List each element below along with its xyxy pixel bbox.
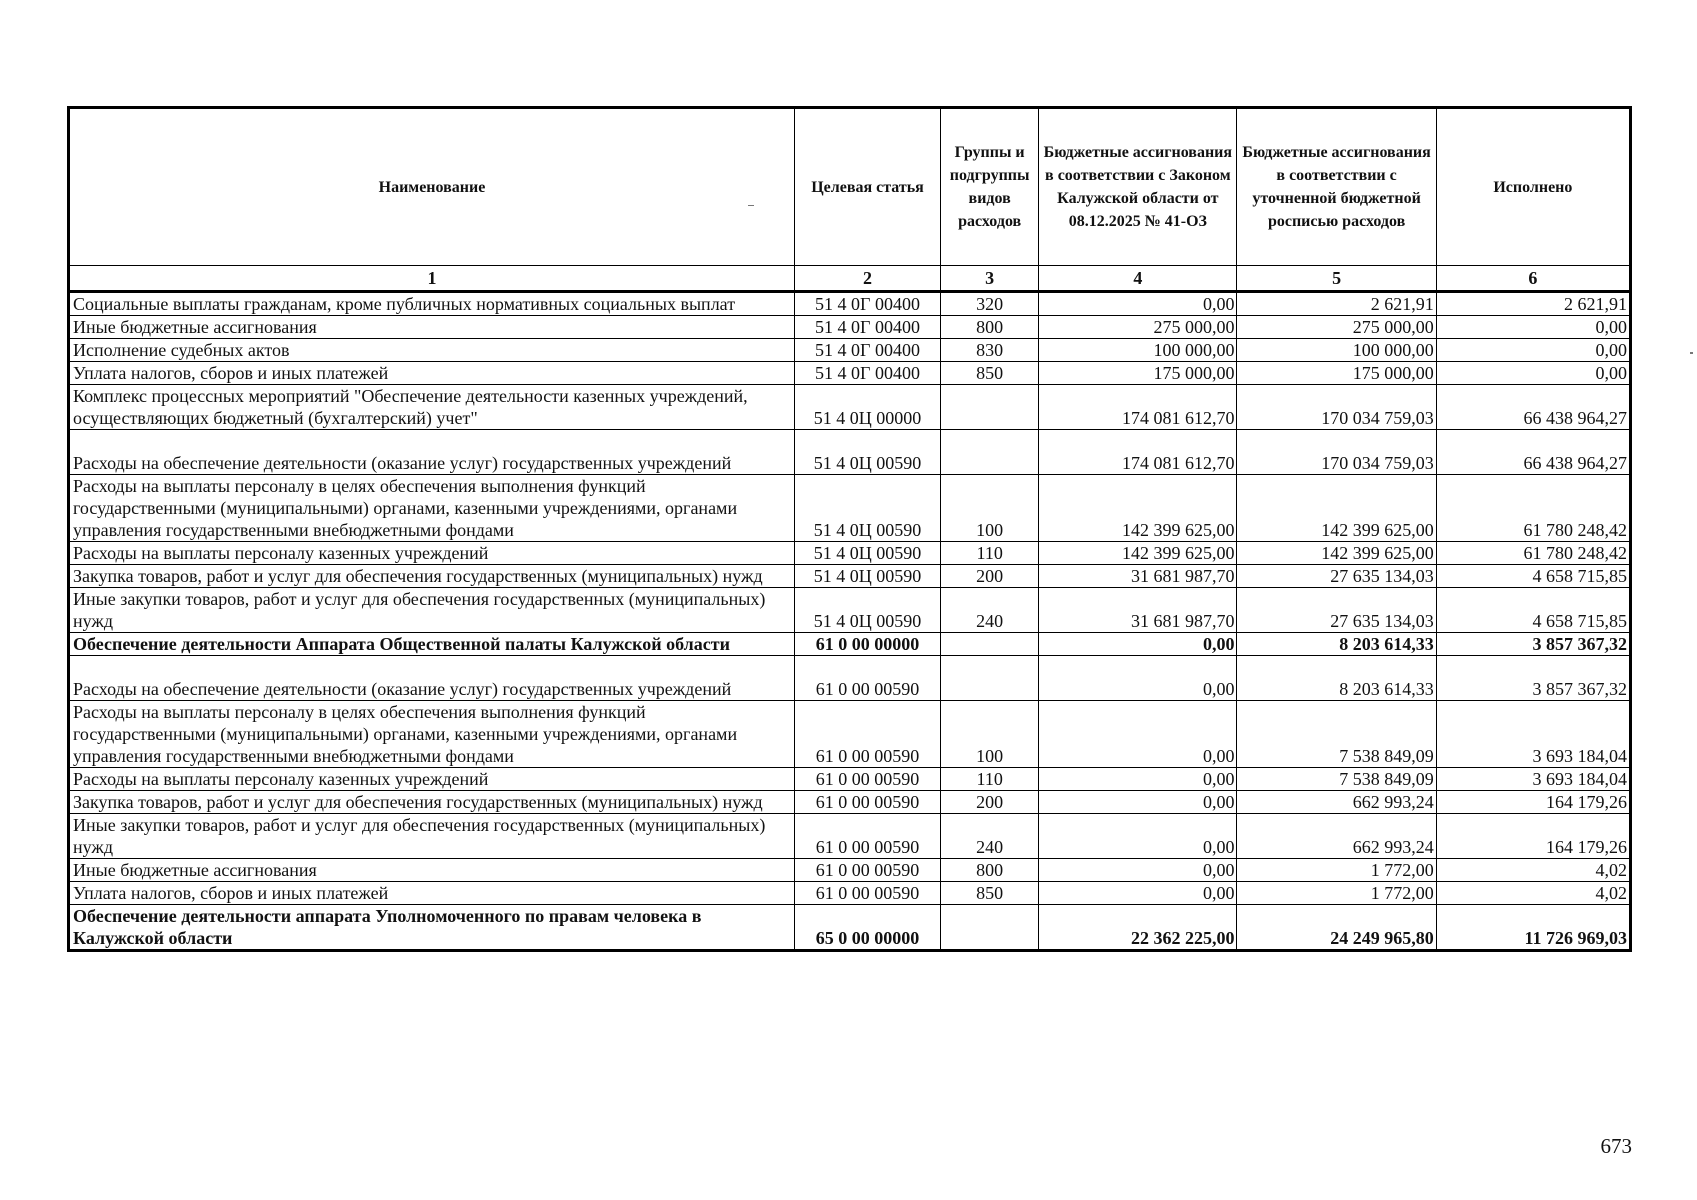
row-refined-amount: 142 399 625,00: [1237, 542, 1436, 565]
row-target-article: 51 4 0Г 00400: [794, 362, 940, 385]
row-law-amount: 0,00: [1039, 768, 1237, 791]
row-target-article: 61 0 00 00590: [794, 814, 940, 859]
row-name: Иные закупки товаров, работ и услуг для обеспечения государственных (муниципальных) нужд: [69, 814, 795, 859]
scan-artifact-mark: [748, 205, 754, 206]
row-target-article: 51 4 0Г 00400: [794, 316, 940, 339]
row-target-article: 61 0 00 00590: [794, 701, 940, 768]
row-expense-group: 320: [941, 292, 1039, 316]
row-law-amount: 175 000,00: [1039, 362, 1237, 385]
row-name: Уплата налогов, сборов и иных платежей: [69, 362, 795, 385]
row-law-amount: 275 000,00: [1039, 316, 1237, 339]
header-expense-groups: Группы и подгруппы видов расходов: [941, 108, 1039, 266]
row-name: Расходы на выплаты персоналу в целях обеспечения выполнения функций государственными (муниципальными) органами, казенными учреждениями, органами управления государственными внебюджетными фондами: [69, 701, 795, 768]
table-row: [69, 882, 1631, 905]
row-executed-amount: 0,00: [1436, 362, 1630, 385]
row-law-amount: 0,00: [1039, 701, 1237, 768]
row-executed-amount: 61 780 248,42: [1436, 475, 1630, 542]
row-expense-group: 110: [941, 768, 1039, 791]
header-law-allocations: Бюджетные ассигнования в соответствии с Законом Калужской области от 08.12.2025 № 41-ОЗ: [1039, 108, 1237, 266]
row-name: Иные бюджетные ассигнования: [69, 859, 795, 882]
row-executed-amount: 3 693 184,04: [1436, 701, 1630, 768]
row-executed-amount: 0,00: [1436, 316, 1630, 339]
table-row: [69, 588, 1631, 633]
row-name: Расходы на выплаты персоналу в целях обеспечения выполнения функций государственными (муниципальными) органами, казенными учреждениями, органами управления государственными внебюджетными фондами: [69, 475, 795, 542]
row-executed-amount: 2 621,91: [1436, 292, 1630, 316]
row-law-amount: 0,00: [1039, 656, 1237, 701]
row-target-article: 61 0 00 00590: [794, 791, 940, 814]
table-row: [69, 339, 1631, 362]
row-executed-amount: 61 780 248,42: [1436, 542, 1630, 565]
row-refined-amount: 170 034 759,03: [1237, 385, 1436, 430]
row-expense-group: 200: [941, 791, 1039, 814]
row-refined-amount: 8 203 614,33: [1237, 656, 1436, 701]
row-executed-amount: 164 179,26: [1436, 791, 1630, 814]
table-row: [69, 430, 1631, 475]
row-refined-amount: 170 034 759,03: [1237, 430, 1436, 475]
row-law-amount: 0,00: [1039, 292, 1237, 316]
row-expense-group: 800: [941, 316, 1039, 339]
row-law-amount: 0,00: [1039, 814, 1237, 859]
table-row: [69, 791, 1631, 814]
row-name: Закупка товаров, работ и услуг для обеспечения государственных (муниципальных) нужд: [69, 565, 795, 588]
row-law-amount: 174 081 612,70: [1039, 430, 1237, 475]
row-law-amount: 100 000,00: [1039, 339, 1237, 362]
row-name: Расходы на выплаты персоналу казенных учреждений: [69, 768, 795, 791]
header-executed: Исполнено: [1436, 108, 1630, 266]
row-target-article: 61 0 00 00590: [794, 768, 940, 791]
row-executed-amount: 3 857 367,32: [1436, 633, 1630, 656]
row-name: Обеспечение деятельности Аппарата Общественной палаты Калужской области: [69, 633, 795, 656]
row-target-article: 51 4 0Г 00400: [794, 292, 940, 316]
row-name: Расходы на обеспечение деятельности (оказание услуг) государственных учреждений: [69, 430, 795, 475]
row-name: Расходы на выплаты персоналу казенных учреждений: [69, 542, 795, 565]
row-executed-amount: 3 693 184,04: [1436, 768, 1630, 791]
row-law-amount: 0,00: [1039, 859, 1237, 882]
row-target-article: 51 4 0Ц 00000: [794, 385, 940, 430]
row-expense-group: 240: [941, 588, 1039, 633]
table-header-row: [69, 108, 1631, 266]
row-expense-group: 850: [941, 882, 1039, 905]
row-refined-amount: 175 000,00: [1237, 362, 1436, 385]
row-refined-amount: 24 249 965,80: [1237, 905, 1436, 951]
row-name: Иные бюджетные ассигнования: [69, 316, 795, 339]
row-refined-amount: 275 000,00: [1237, 316, 1436, 339]
row-law-amount: 142 399 625,00: [1039, 542, 1237, 565]
table-row: [69, 814, 1631, 859]
row-expense-group: 830: [941, 339, 1039, 362]
table-row: [69, 316, 1631, 339]
row-refined-amount: 662 993,24: [1237, 814, 1436, 859]
row-law-amount: 31 681 987,70: [1039, 565, 1237, 588]
row-refined-amount: 1 772,00: [1237, 882, 1436, 905]
row-refined-amount: 2 621,91: [1237, 292, 1436, 316]
row-refined-amount: 8 203 614,33: [1237, 633, 1436, 656]
row-refined-amount: 1 772,00: [1237, 859, 1436, 882]
table-row: [69, 362, 1631, 385]
row-executed-amount: 4,02: [1436, 859, 1630, 882]
column-number-row: [69, 266, 1631, 292]
table-row: [69, 542, 1631, 565]
table-row: [69, 475, 1631, 542]
row-executed-amount: 164 179,26: [1436, 814, 1630, 859]
row-refined-amount: 7 538 849,09: [1237, 701, 1436, 768]
row-law-amount: 31 681 987,70: [1039, 588, 1237, 633]
row-executed-amount: 0,00: [1436, 339, 1630, 362]
row-executed-amount: 4 658 715,85: [1436, 588, 1630, 633]
row-expense-group: 100: [941, 475, 1039, 542]
table-row: [69, 905, 1631, 951]
row-law-amount: 174 081 612,70: [1039, 385, 1237, 430]
row-expense-group: 800: [941, 859, 1039, 882]
row-target-article: 51 4 0Ц 00590: [794, 475, 940, 542]
column-number: 5: [1237, 266, 1436, 292]
row-expense-group: 200: [941, 565, 1039, 588]
column-number: 6: [1436, 266, 1630, 292]
row-law-amount: 22 362 225,00: [1039, 905, 1237, 951]
table-row: [69, 633, 1631, 656]
column-number: 3: [941, 266, 1039, 292]
row-target-article: 61 0 00 00590: [794, 882, 940, 905]
table-row: [69, 385, 1631, 430]
row-target-article: 61 0 00 00590: [794, 859, 940, 882]
scan-artifact-mark: [1690, 352, 1693, 354]
row-name: Закупка товаров, работ и услуг для обеспечения государственных (муниципальных) нужд: [69, 791, 795, 814]
row-expense-group: [941, 385, 1039, 430]
row-target-article: 51 4 0Г 00400: [794, 339, 940, 362]
table-row: [69, 701, 1631, 768]
budget-execution-table: [67, 106, 1632, 952]
column-number: 4: [1039, 266, 1237, 292]
row-target-article: 61 0 00 00000: [794, 633, 940, 656]
row-name: Исполнение судебных актов: [69, 339, 795, 362]
row-law-amount: 142 399 625,00: [1039, 475, 1237, 542]
row-target-article: 51 4 0Ц 00590: [794, 588, 940, 633]
row-expense-group: [941, 656, 1039, 701]
row-target-article: 61 0 00 00590: [794, 656, 940, 701]
row-name: Комплекс процессных мероприятий "Обеспечение деятельности казенных учреждений, осуществляющих бюджетный (бухгалтерский) учет": [69, 385, 795, 430]
row-law-amount: 0,00: [1039, 633, 1237, 656]
row-law-amount: 0,00: [1039, 882, 1237, 905]
row-name: Обеспечение деятельности аппарата Уполномоченного по правам человека в Калужской области: [69, 905, 795, 951]
row-executed-amount: 66 438 964,27: [1436, 385, 1630, 430]
row-law-amount: 0,00: [1039, 791, 1237, 814]
header-target-article: Целевая статья: [794, 108, 940, 266]
row-name: Иные закупки товаров, работ и услуг для обеспечения государственных (муниципальных) нужд: [69, 588, 795, 633]
row-executed-amount: 4 658 715,85: [1436, 565, 1630, 588]
row-refined-amount: 142 399 625,00: [1237, 475, 1436, 542]
row-refined-amount: 7 538 849,09: [1237, 768, 1436, 791]
row-name: Социальные выплаты гражданам, кроме публичных нормативных социальных выплат: [69, 292, 795, 316]
table-row: [69, 656, 1631, 701]
row-target-article: 51 4 0Ц 00590: [794, 542, 940, 565]
page-number: 673: [1600, 1134, 1632, 1158]
row-target-article: 51 4 0Ц 00590: [794, 430, 940, 475]
header-refined-allocations: Бюджетные ассигнования в соответствии с уточненной бюджетной росписью расходов: [1237, 108, 1436, 266]
row-expense-group: [941, 905, 1039, 951]
row-expense-group: [941, 633, 1039, 656]
row-executed-amount: 66 438 964,27: [1436, 430, 1630, 475]
row-name: Уплата налогов, сборов и иных платежей: [69, 882, 795, 905]
row-expense-group: 110: [941, 542, 1039, 565]
row-refined-amount: 100 000,00: [1237, 339, 1436, 362]
table-row: [69, 859, 1631, 882]
row-executed-amount: 3 857 367,32: [1436, 656, 1630, 701]
header-name: Наименование: [69, 108, 795, 266]
row-target-article: 65 0 00 00000: [794, 905, 940, 951]
row-expense-group: [941, 430, 1039, 475]
row-executed-amount: 11 726 969,03: [1436, 905, 1630, 951]
column-number: 1: [69, 266, 795, 292]
row-target-article: 51 4 0Ц 00590: [794, 565, 940, 588]
row-expense-group: 850: [941, 362, 1039, 385]
row-executed-amount: 4,02: [1436, 882, 1630, 905]
row-expense-group: 240: [941, 814, 1039, 859]
row-refined-amount: 27 635 134,03: [1237, 565, 1436, 588]
table-row: [69, 565, 1631, 588]
row-refined-amount: 662 993,24: [1237, 791, 1436, 814]
table-row: [69, 292, 1631, 316]
row-refined-amount: 27 635 134,03: [1237, 588, 1436, 633]
column-number: 2: [794, 266, 940, 292]
row-name: Расходы на обеспечение деятельности (оказание услуг) государственных учреждений: [69, 656, 795, 701]
table-row: [69, 768, 1631, 791]
row-expense-group: 100: [941, 701, 1039, 768]
